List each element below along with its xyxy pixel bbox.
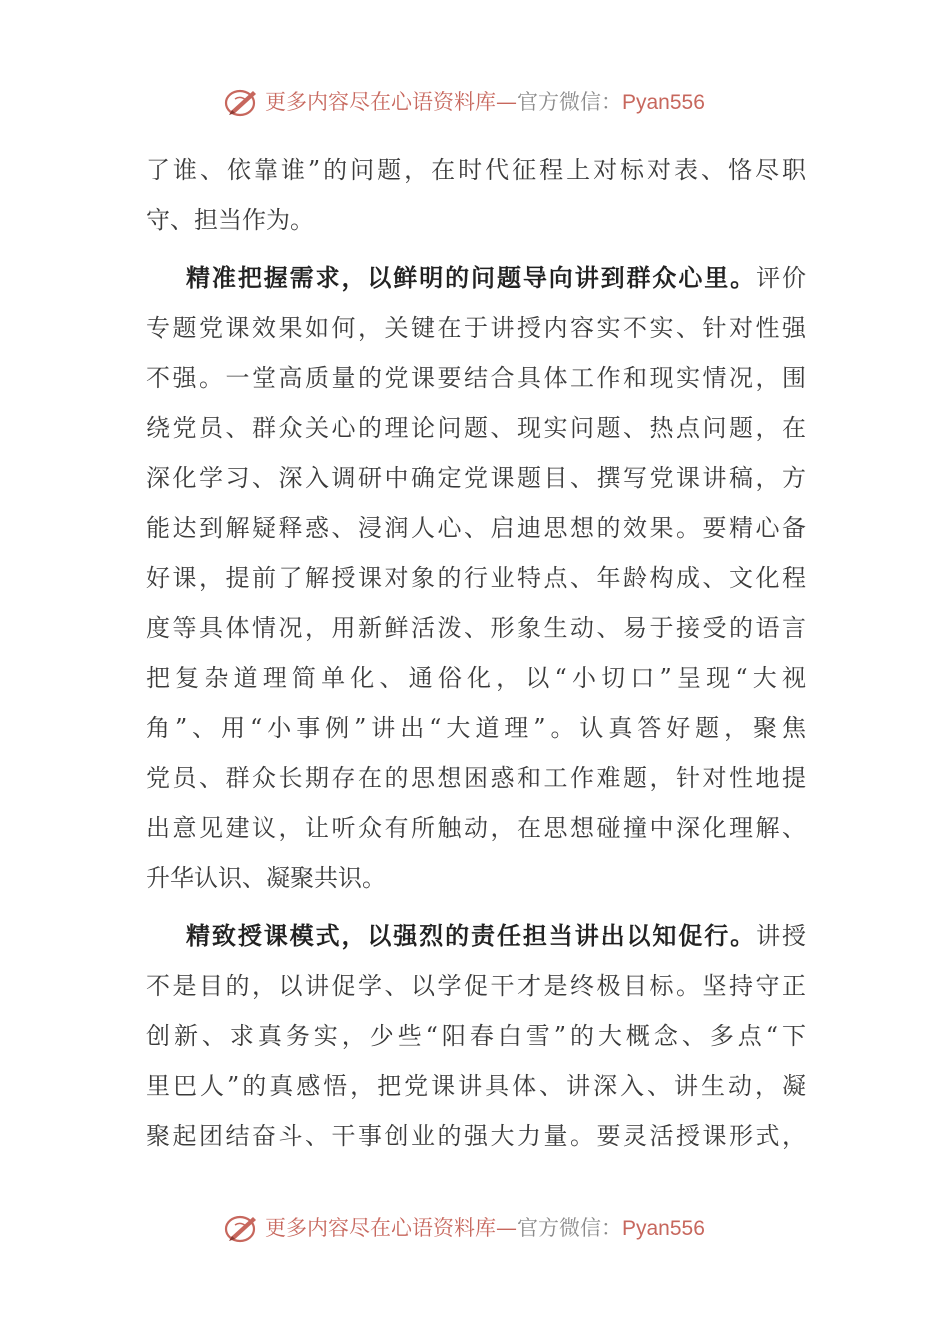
- text-line: 了谁、依靠谁”的问题，在时代征程上对标对表、恪尽职: [146, 156, 806, 184]
- text-line: 深化学习、深入调研中确定党课题目、撰写党课讲稿，方: [146, 464, 806, 492]
- banner-text: [265, 1215, 705, 1242]
- banner-separator: —: [496, 90, 517, 114]
- banner-wechat-label: 官方微信：: [517, 1216, 622, 1240]
- banner-separator: —: [496, 1216, 517, 1240]
- text-fragment: 评价: [756, 264, 807, 292]
- text-line: 不强。一堂高质量的党课要结合具体工作和现实情况，围: [146, 364, 806, 392]
- banner-wechat-id: Pyan556: [622, 1217, 705, 1240]
- footer-banner: [0, 1208, 950, 1248]
- banner-wechat-label: 官方微信：: [517, 90, 622, 114]
- paragraph-heading-line: [146, 911, 806, 961]
- text-line: 度等具体情况，用新鲜活泼、形象生动、易于接受的语言: [146, 614, 806, 642]
- text-line: 不是目的，以讲促学、以学促干才是终极目标。坚持守正: [146, 972, 806, 1000]
- banner-text: [265, 89, 705, 116]
- text-fragment: 讲授: [756, 922, 807, 950]
- text-line: 升华认识、凝聚共识。: [146, 864, 386, 892]
- text-line: 角”、用“小事例”讲出“大道理”。认真答好题，聚焦: [146, 714, 806, 742]
- text-line: 好课，提前了解授课对象的行业特点、年龄构成、文化程: [146, 564, 806, 592]
- text-line: 能达到解疑释惑、浸润人心、启迪思想的效果。要精心备: [146, 514, 806, 542]
- banner-wechat-id: Pyan556: [622, 91, 705, 114]
- banner-main-text: 更多内容尽在心语资料库: [265, 90, 496, 114]
- text-line: 党员、群众长期存在的思想困惑和工作难题，针对性地提: [146, 764, 806, 792]
- paragraph-heading: 精致授课模式，以强烈的责任担当讲出以知促行。: [186, 921, 757, 950]
- text-line: 创新、求真务实，少些“阳春白雪”的大概念、多点“下: [146, 1022, 806, 1050]
- banner-main-text: 更多内容尽在心语资料库: [265, 1216, 496, 1240]
- pen-logo-icon: [223, 1211, 261, 1245]
- text-line: 出意见建议，让听众有所触动，在思想碰撞中深化理解、: [146, 814, 806, 842]
- text-line: 守、担当作为。: [146, 206, 314, 234]
- text-line: 绕党员、群众关心的理论问题、现实问题、热点问题，在: [146, 414, 806, 442]
- text-line: 把复杂道理简单化、通俗化，以“小切口”呈现“大视: [146, 664, 806, 692]
- text-line: 里巴人”的真感悟，把党课讲具体、讲深入、讲生动，凝: [146, 1072, 806, 1100]
- paragraph-heading: 精准把握需求，以鲜明的问题导向讲到群众心里。: [186, 263, 757, 292]
- text-line: 聚起团结奋斗、干事创业的强大力量。要灵活授课形式，: [146, 1122, 806, 1150]
- paragraph-heading-line: [146, 253, 806, 303]
- text-line: 专题党课效果如何，关键在于讲授内容实不实、针对性强: [146, 314, 806, 342]
- header-banner: [0, 82, 950, 122]
- pen-logo-icon: [223, 85, 261, 119]
